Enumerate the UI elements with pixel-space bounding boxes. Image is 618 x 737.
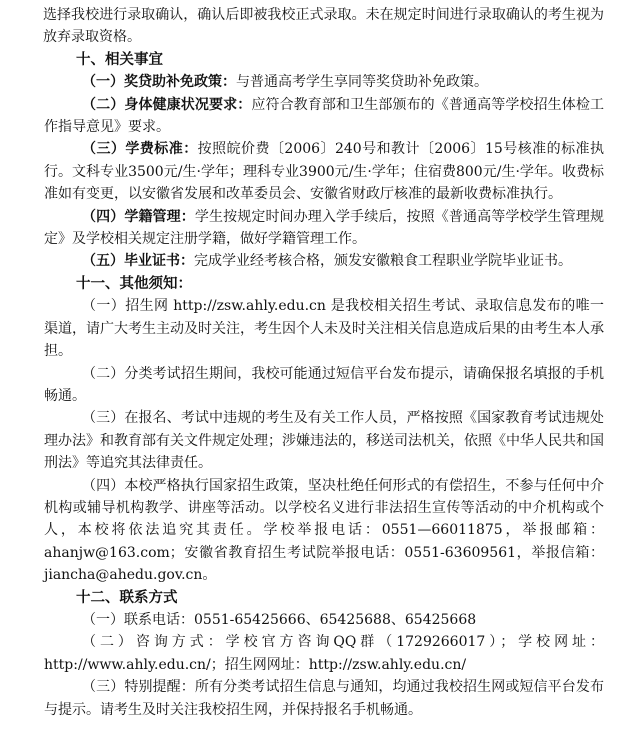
section-12-heading: 十二、联系方式 — [76, 589, 178, 606]
item-label: （二）身体健康状况要求： — [82, 96, 252, 113]
item-text: 应符合教育部和卫生部颁布的《普通高等学校招生体检工作指导意见》要求。 — [44, 96, 605, 136]
intro-paragraph: 选择我校进行录取确认，确认后即被我校正式录取。未在规定时间进行录取确认的考生视为放弃录取资格。 — [43, 7, 604, 46]
item-text: 与普通高考学生享同等奖贷助补免政策。 — [236, 74, 488, 91]
item-tuition-standard — [44, 138, 604, 205]
section-10-heading: 十、相关事宜 — [76, 51, 163, 68]
contact-consult: （二）咨询方式：学校官方咨询QQ群（1729266017）；学校网址：http://www.ahly.edu.cn/；招生网网址：http://zsw.ahly.edu.cn/ — [44, 634, 604, 673]
notice-paragraph: （四）本校严格执行国家招生政策，坚决杜绝任何形式的有偿招生，不参与任何中介机构或辅导机构教学、讲座等活动。以学校名义进行非法招生宣传等活动的中介机构或个人，本校将依法追究其责任。学校举报电话：0551—66011875，举报邮箱：ahanjw@163.com；安徽省教育招生考试院举报电话：0551-63609561，举报信箱：jiancha@ahedu.gov.cn。 — [44, 477, 604, 584]
item-aid-policy — [44, 71, 604, 93]
item-health-requirement — [44, 94, 604, 139]
contact-phone: （一）联系电话：0551-65425666、65425688、65425668 — [82, 611, 477, 628]
item-text: 学生按规定时间办理入学手续后，按照《普通高等学校学生管理规定》及学校相关规定注册学籍，做好学籍管理工作。 — [44, 208, 605, 248]
notice-paragraph: （一）招生网 http://zsw.ahly.edu.cn 是我校相关招生考试、录取信息发布的唯一渠道，请广大考生主动及时关注，考生因个人未及时关注相关信息造成后果的由考生本人承担。 — [44, 298, 604, 360]
item-label: （一）奖贷助补免政策： — [82, 74, 236, 91]
notice-paragraph: （二）分类考试招生期间，我校可能通过短信平台发布提示，请确保报名填报的手机畅通。 — [44, 365, 604, 404]
item-text: 按照皖价费〔2006〕240号和教计〔2006〕15号核准的标准执行。文科专业3500元/生·学年；理科专业3900元/生·学年；住宿费800元/生·学年。收费标准如有变更，以安徽省发展和改革委员会、安徽省财政厅核准的最新收费标准执行。 — [44, 141, 605, 203]
item-text: 完成学业经考核合格，颁发安徽粮食工程职业学院毕业证书。 — [194, 253, 572, 270]
contact-reminder: （三）特别提醒：所有分类考试招生信息与通知，均通过我校招生网或短信平台发布与提示。请考生及时关注我校招生网，并保持报名手机畅通。 — [44, 679, 604, 718]
item-graduation-certificate — [44, 250, 604, 272]
section-11-heading: 十一、其他须知： — [76, 275, 192, 292]
item-label: （四）学籍管理： — [82, 208, 195, 225]
item-label: （三）学费标准： — [82, 141, 198, 158]
notice-paragraph: （三）在报名、考试中违规的考生及有关工作人员，严格按照《国家教育考试违规处理办法》和教育部有关文件规定处理；涉嫌违法的，移送司法机关，依照《中华人民共和国刑法》等追究其法律责任。 — [44, 410, 604, 472]
item-registration-management — [44, 206, 604, 251]
item-label: （五）毕业证书： — [82, 253, 194, 270]
